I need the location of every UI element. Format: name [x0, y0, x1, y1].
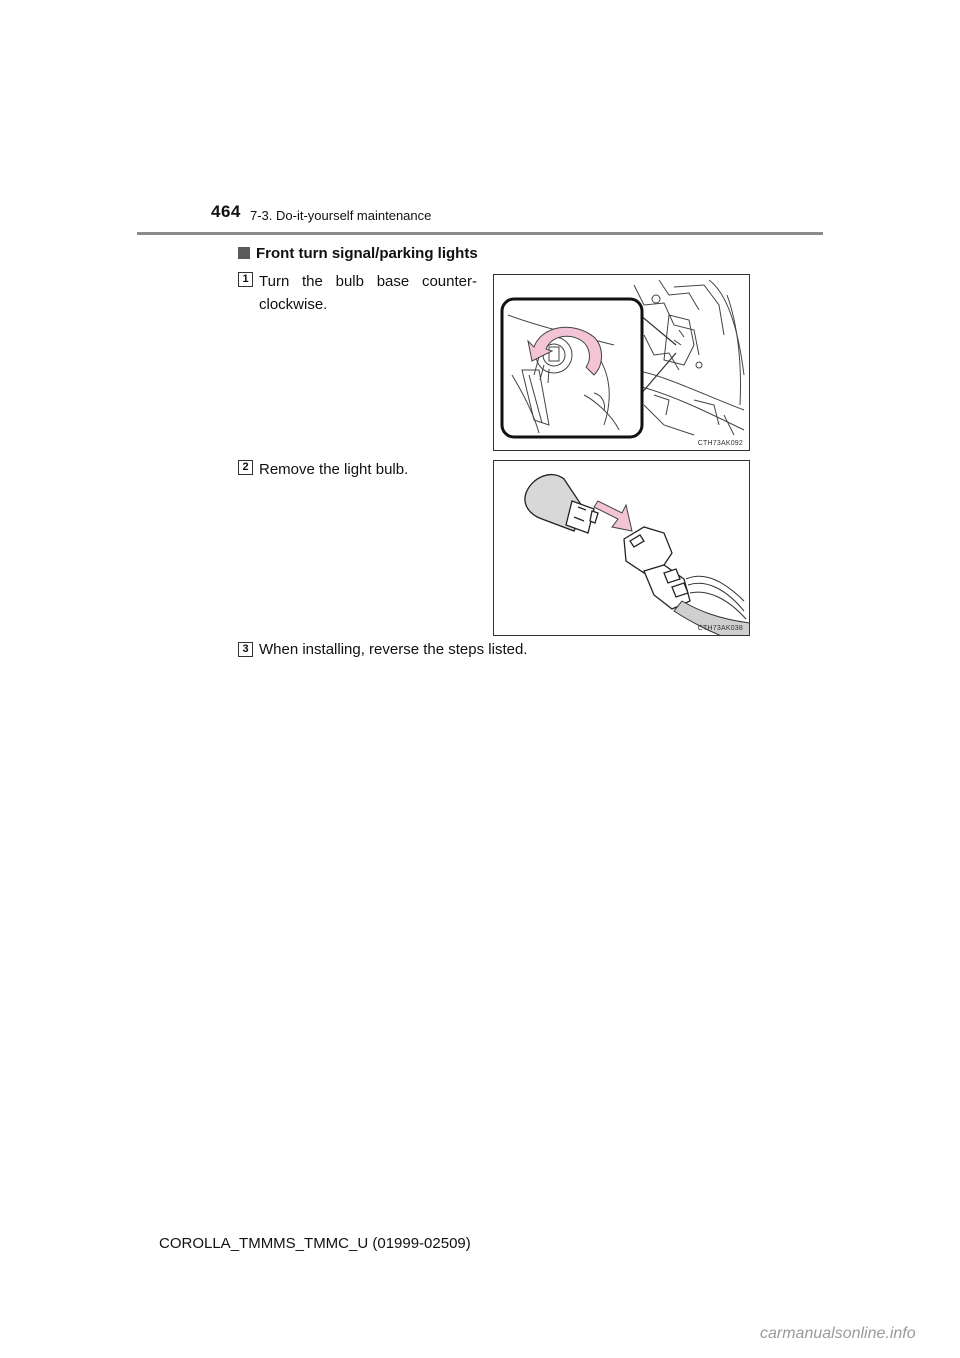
square-bullet-icon: [238, 247, 250, 259]
footer-doc-code: COROLLA_TMMMS_TMMC_U (01999-02509): [159, 1235, 471, 1252]
bulb-removal-illustration-icon: [494, 461, 750, 636]
header-rule: [137, 232, 823, 235]
figure-1: [493, 274, 750, 451]
figure-1-code: CTH73AK092: [697, 440, 743, 447]
step-3-text: When installing, reverse the steps listed.: [259, 641, 528, 658]
bulb-base-rotate-illustration-icon: [494, 275, 750, 451]
page-number: 464: [211, 202, 241, 221]
step-2-text: Remove the light bulb.: [259, 461, 409, 478]
step-2-badge: 2: [238, 460, 253, 475]
subheading-text: Front turn signal/parking lights: [256, 245, 478, 262]
subheading: [238, 245, 478, 262]
figure-2: [493, 460, 750, 636]
step-1-badge: 1: [238, 272, 253, 287]
section-title: 7-3. Do-it-yourself maintenance: [250, 208, 432, 223]
figure-2-code: CTH73AK038: [697, 625, 743, 632]
step-3-badge: 3: [238, 642, 253, 657]
step-1-text: Turn the bulb base counter-clockwise.: [259, 273, 477, 313]
watermark: carmanualsonline.info: [760, 1325, 916, 1342]
